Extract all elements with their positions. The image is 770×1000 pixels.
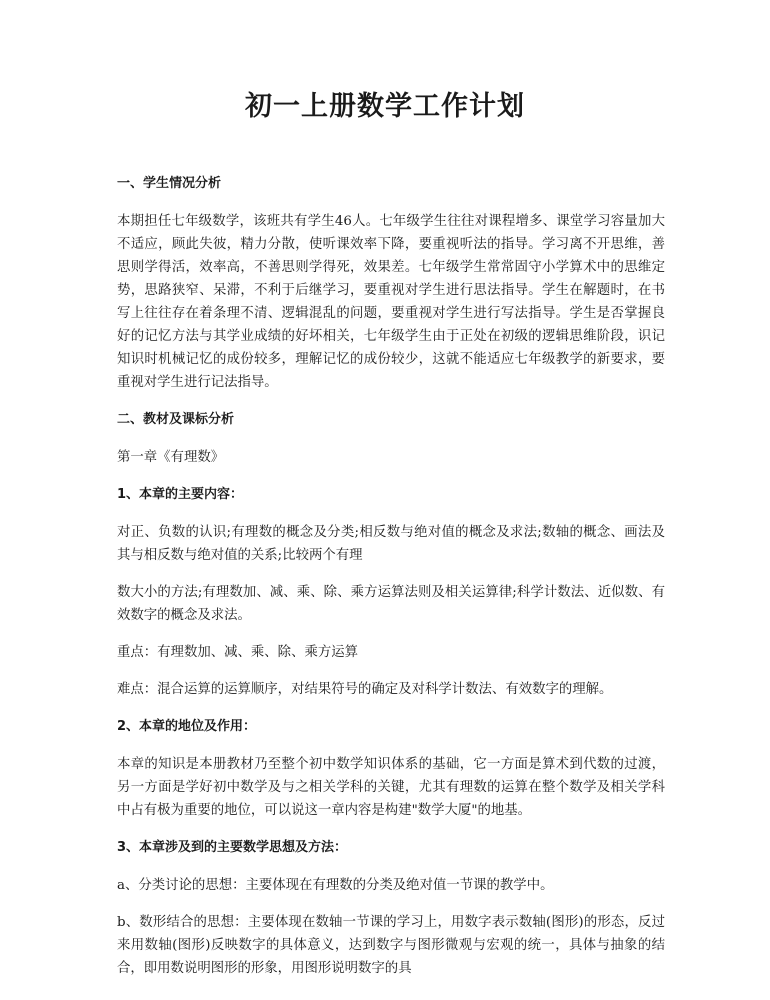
paragraph-chapter-one: 第一章《有理数》	[117, 450, 225, 465]
paragraph-method-a: a、分类讨论的思想：主要体现在有理数的分类及绝对值一节课的教学中。	[117, 878, 554, 893]
section-heading-textbook-analysis: 二、教材及课标分析	[117, 412, 235, 427]
document-body	[117, 172, 665, 994]
subheading-math-methods: 3、本章涉及到的主要数学思想及方法：	[117, 840, 348, 855]
paragraph-difficulties: 难点：混合运算的运算顺序，对结果符号的确定及对科学计数法、有效数字的理解。	[117, 682, 613, 697]
paragraph-student-analysis: 本期担任七年级数学，该班共有学生46人。七年级学生往往对课程增多、课堂学习容量加大不适应，顾此失彼，精力分散，使听课效率下降，要重视听法的指导。学习离不开思维，善思则学得活，效率高，不善思则学得死，效果差。七年级学生常常固守小学算术中的思维定势，思路狭窄、呆滞，不利于后继学习，要重视对学生进行思法指导。学生在解题时，在书写上往往存在着条理不清、逻辑混乱的问题，要重视对学生进行写法指导。学生是否掌握良好的记忆方法与其学业成绩的好坏相关，七年级学生由于正处在初级的逻辑思维阶段，识记知识时机械记忆的成份较多，理解记忆的成份较少，这就不能适应七年级教学的新要求，要重视对学生进行记法指导。	[117, 214, 665, 390]
paragraph-key-points: 重点：有理数加、减、乘、除、乘方运算	[117, 645, 359, 660]
subheading-role: 2、本章的地位及作用：	[117, 719, 257, 734]
paragraph-method-b: b、数形结合的思想：主要体现在数轴一节课的学习上，用数字表示数轴(图形)的形态，反过来用数轴(图形)反映数字的具体意义，达到数字与图形微观与宏观的统一，具体与抽象的结合，即用数说明图形的形象，用图形说明数字的具	[117, 915, 665, 976]
document-title: 初一上册数学工作计划	[245, 91, 525, 122]
subheading-main-content: 1、本章的主要内容：	[117, 487, 244, 502]
paragraph-role: 本章的知识是本册教材乃至整个初中数学知识体系的基础，它一方面是算术到代数的过渡，另一方面是学好初中数学及与之相关学科的关键，尤其有理数的运算在整个数学及相关学科中占有极为重要的地位，可以说这一章内容是构建"数学大厦"的地基。	[117, 757, 665, 818]
section-heading-student-analysis: 一、学生情况分析	[117, 176, 222, 191]
paragraph-main-content-2: 数大小的方法;有理数加、减、乘、除、乘方运算法则及相关运算律;科学计数法、近似数、有效数字的概念及求法。	[117, 585, 665, 623]
paragraph-main-content-1: 对正、负数的认识;有理数的概念及分类;相反数与绝对值的概念及求法;数轴的概念、画法及其与相反数与绝对值的关系;比较两个有理	[117, 525, 665, 563]
